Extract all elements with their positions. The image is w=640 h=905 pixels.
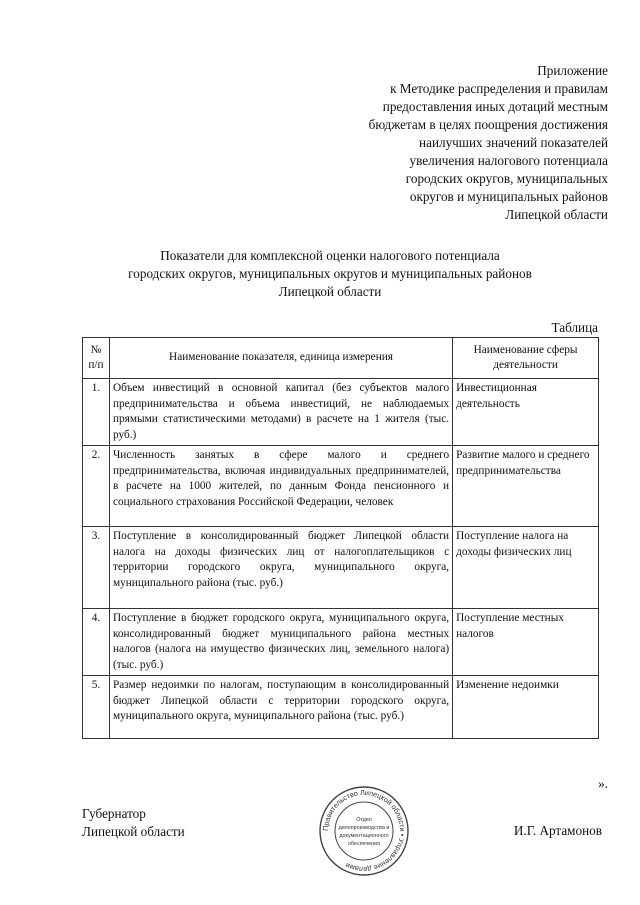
row-sphere: Поступление местных налогов [453,609,599,676]
appendix-line: городских округов, муниципальных [405,171,608,186]
appendix-line: увеличения налогового потенциала [409,153,608,168]
row-indicator: Поступление в бюджет городского округа, муниципального округа, консолидированный бюджет муниципального района местных налогов (налога на имущество физических лиц, земельного налога) (тыс. руб.) [109,609,452,676]
table-row [83,527,599,609]
table-row [83,446,599,527]
signer-name: И.Г. Артамонов [513,823,602,838]
row-indicator: Размер недоимки по налогам, поступающим в консолидированный бюджет Липецкой области с территории городского округа, муниципального округа, муниципального района (тыс. руб.) [109,676,452,739]
stamp-outer-text: Правительство Липецкой области • Управление делами [320,787,408,875]
document-title [60,247,600,301]
title-line: Липецкой области [278,284,382,299]
stamp-inner-line: делопроизводства и [338,825,390,831]
signer-position-line: Губернатор [82,806,146,821]
appendix-line: наилучших значений показателей [419,135,608,150]
row-indicator: Объем инвестиций в основной капитал (без субъектов малого предпринимательства и объема инвестиций, не наблюдаемых прямыми статистическими методами) в расчете на 1 жителя (тыс. руб.) [109,379,452,446]
stamp-inner-line: обеспечения [347,841,381,847]
appendix-line: предоставления иных дотаций местным [382,99,608,114]
table-row [83,379,599,446]
closing-quote-mark: ». [598,776,608,791]
signer-position-line: Липецкой области [82,824,185,839]
signer-position [82,805,185,841]
appendix-line: к Методике распределения и правилам [390,81,608,96]
table-row [83,609,599,676]
appendix-line: округов и муниципальных районов [409,189,608,204]
row-sphere: Изменение недоимки [453,676,599,739]
stamp-inner-ring [335,802,393,860]
stamp-inner-line: документационного [339,833,389,839]
row-num: 1. [83,379,110,446]
appendix-line: Приложение [537,63,608,78]
row-num: 2. [83,446,110,527]
row-indicator: Численность занятых в сфере малого и среднего предпринимательства, включая индивидуальных предпринимателей, в расчете на 1000 жителей, по данным Фонда пенсионного и социального страхования Российской Федерации, человек [109,446,452,527]
official-stamp [318,785,410,877]
header-sphere: Наименование сферы деятельности [453,338,599,379]
row-indicator: Поступление в консолидированный бюджет Липецкой области налога на доходы физических лиц от налогоплательщиков с территории городского округа, муниципального округа, муниципального района (тыс. руб.) [109,527,452,609]
header-name: Наименование показателя, единица измерения [109,338,452,379]
title-line: городских округов, муниципальных округов и муниципальных районов [128,266,532,281]
row-num: 4. [83,609,110,676]
row-num: 5. [83,676,110,739]
indicators-table [82,337,599,739]
row-sphere: Развитие малого и среднего предпринимательства [453,446,599,527]
stamp-inner-line: Отдел [356,817,372,823]
table-label: Таблица [551,320,598,335]
appendix-line: бюджетам в целях поощрения достижения [368,117,608,132]
header-num: № п/п [83,338,110,379]
row-sphere: Поступление налога на доходы физических лиц [453,527,599,609]
stamp-outer-ring [320,787,408,875]
appendix-header [308,62,608,224]
table-row [83,676,599,739]
title-line: Показатели для комплексной оценки налогового потенциала [160,248,500,263]
row-num: 3. [83,527,110,609]
appendix-line: Липецкой области [505,207,608,222]
row-sphere: Инвестиционная деятельность [453,379,599,446]
table-header-row [83,338,599,379]
